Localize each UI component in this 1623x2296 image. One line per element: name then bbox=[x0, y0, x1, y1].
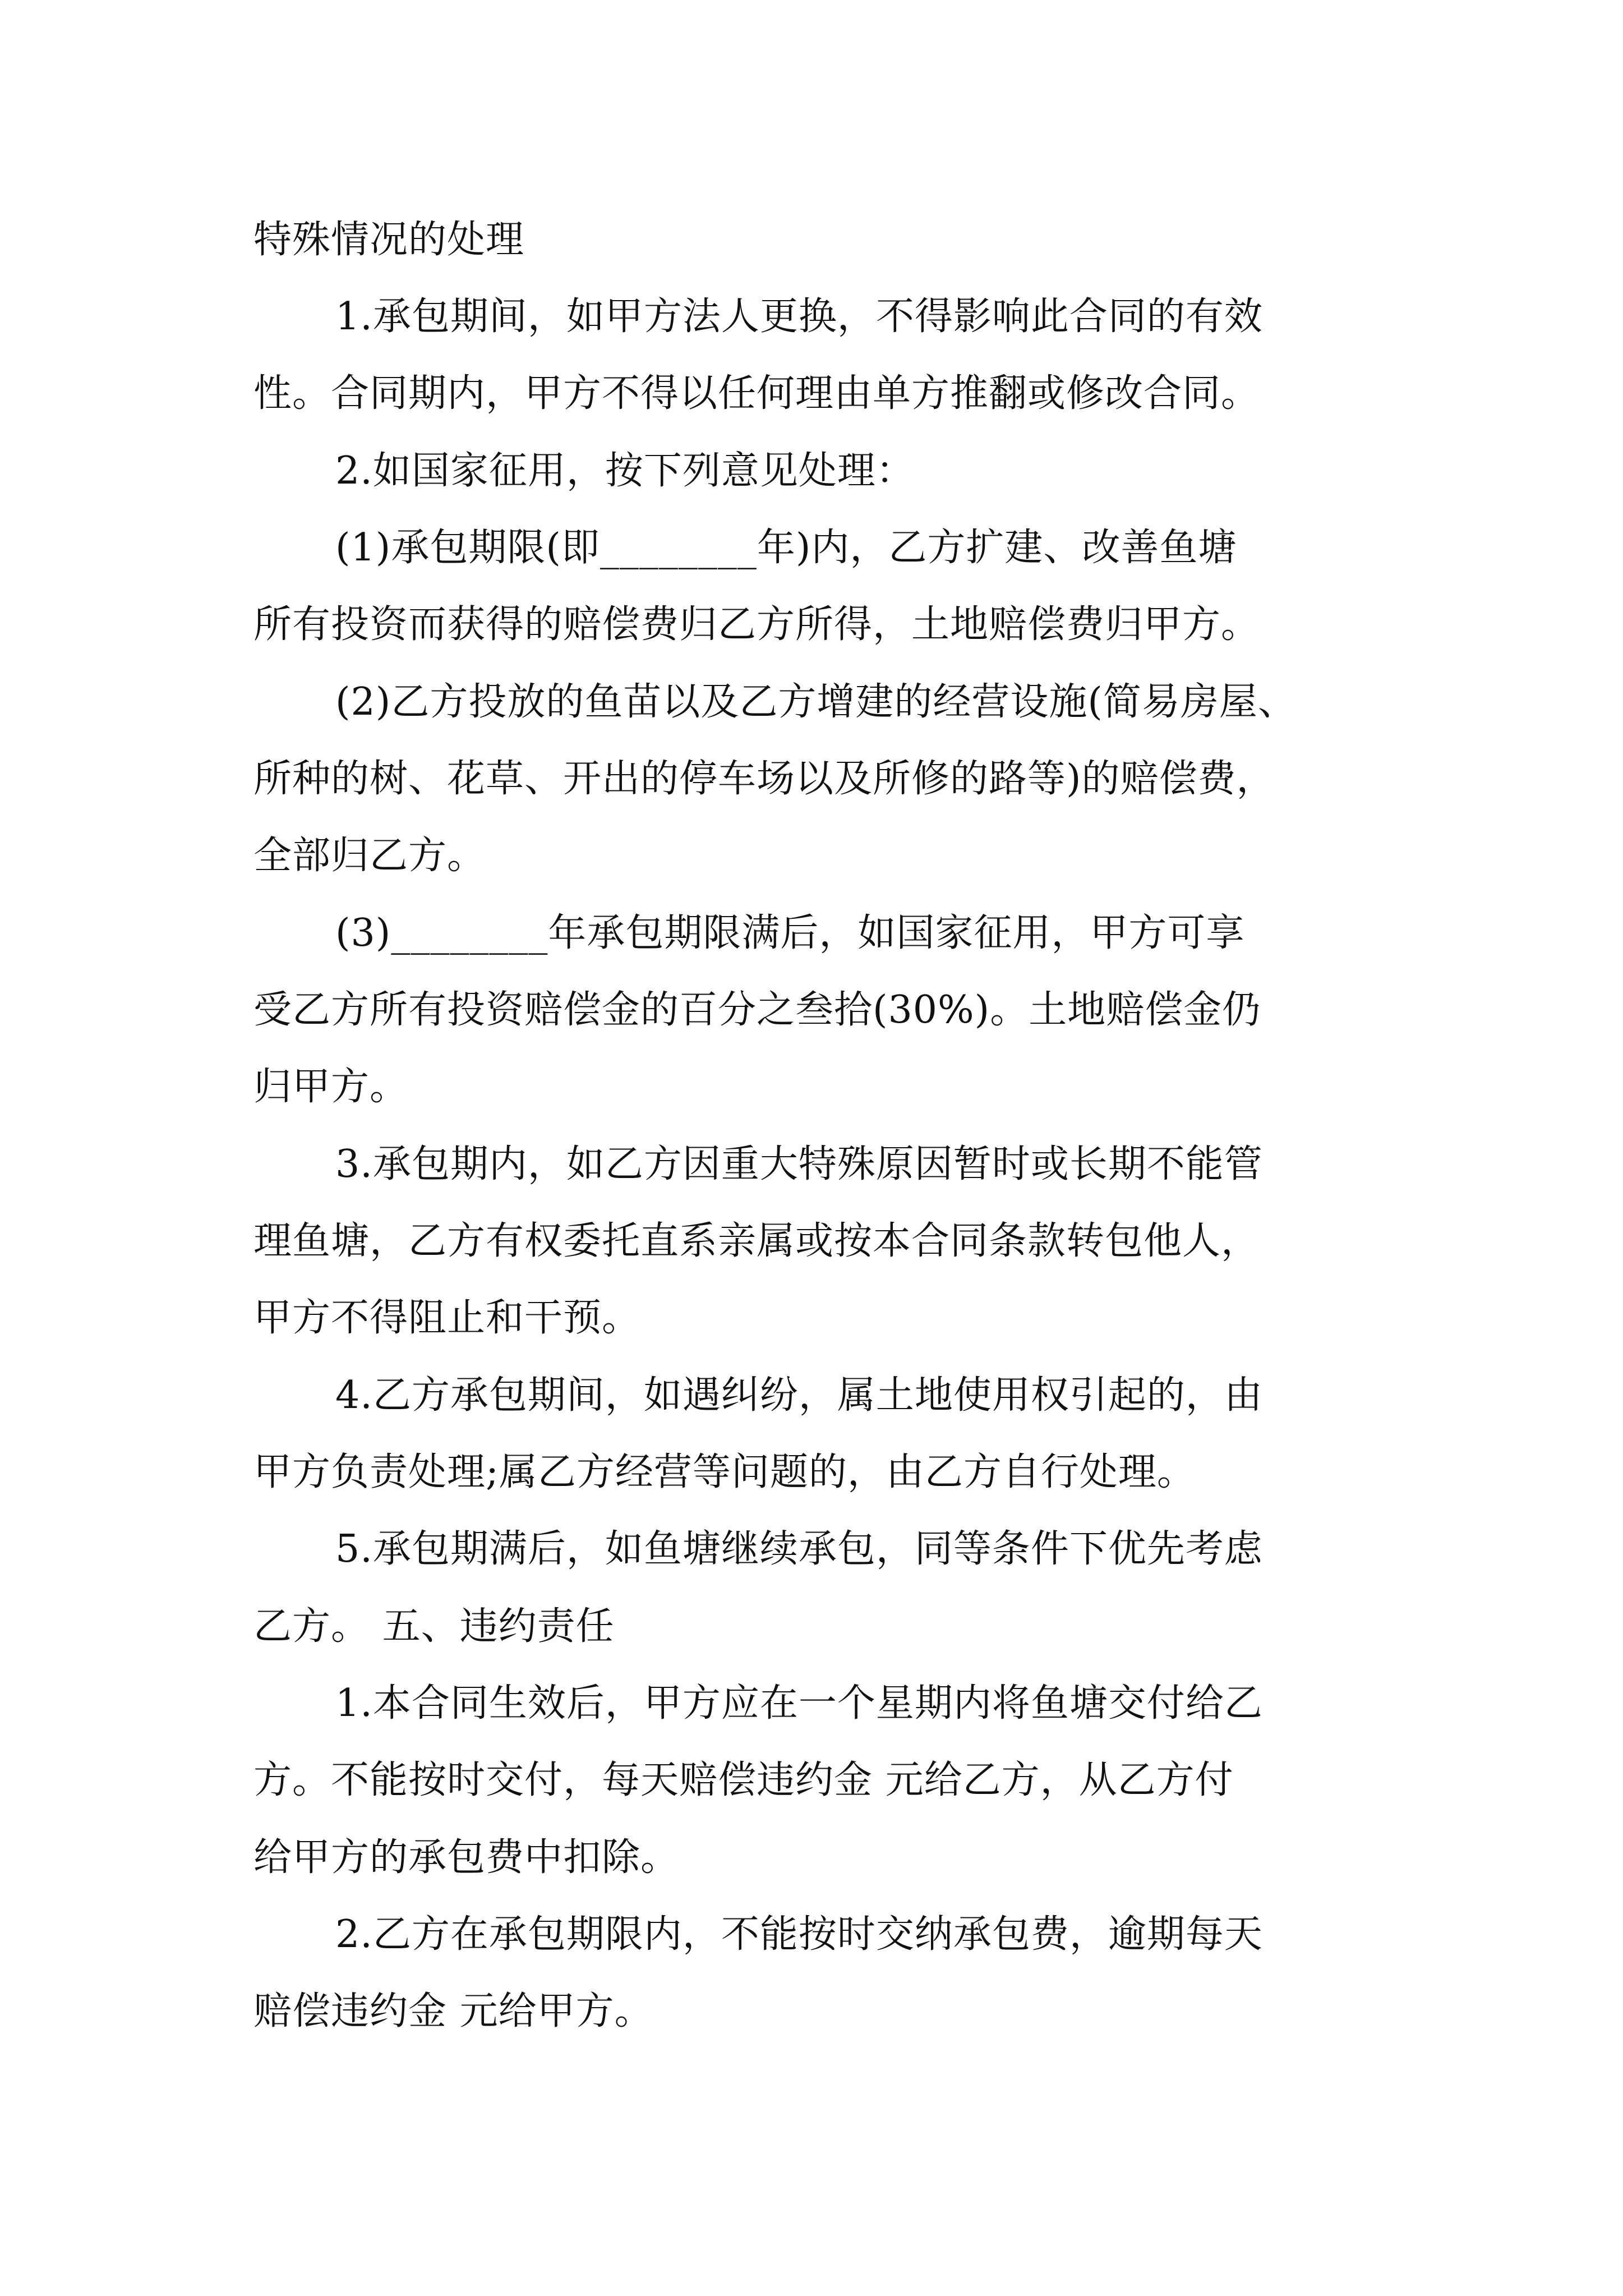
paragraph-line: 理鱼塘，乙方有权委托直系亲属或按本合同条款转包他人， bbox=[253, 1219, 1260, 1263]
paragraph-line: 所有投资而获得的赔偿费归乙方所得，土地赔偿费归甲方。 bbox=[253, 602, 1260, 647]
paragraph-line: (1)承包期限(即________年)内，乙方扩建、改善鱼塘 bbox=[335, 526, 1237, 570]
paragraph-line: 性。合同期内，甲方不得以任何理由单方推翻或修改合同。 bbox=[253, 371, 1260, 416]
paragraph-line: 1.承包期间，如甲方法人更换，不得影响此合同的有效 bbox=[335, 295, 1263, 339]
paragraph-line: 乙方。 五、违约责任 bbox=[253, 1604, 615, 1649]
paragraph-line: 2.乙方在承包期限内，不能按时交纳承包费，逾期每天 bbox=[335, 1912, 1263, 1957]
paragraph-line: 1.本合同生效后，甲方应在一个星期内将鱼塘交付给乙 bbox=[335, 1681, 1263, 1726]
paragraph-line: 所种的树、花草、开出的停车场以及所修的路等)的赔偿费， bbox=[253, 757, 1275, 801]
paragraph-line: 甲方不得阻止和干预。 bbox=[253, 1296, 641, 1340]
paragraph-line: 受乙方所有投资赔偿金的百分之叁拾(30%)。土地赔偿金仍 bbox=[253, 988, 1261, 1032]
paragraph-line: 3.承包期内，如乙方因重大特殊原因暂时或长期不能管 bbox=[335, 1142, 1263, 1186]
paragraph-line: 甲方负责处理;属乙方经营等问题的，由乙方自行处理。 bbox=[253, 1450, 1196, 1494]
paragraph-line: 给甲方的承包费中扣除。 bbox=[253, 1835, 680, 1880]
paragraph-line: (3)________年承包期限满后，如国家征用，甲方可享 bbox=[335, 911, 1245, 955]
paragraph-line: 全部归乙方。 bbox=[253, 834, 486, 878]
paragraph-line: 5.承包期满后，如鱼塘继续承包，同等条件下优先考虑 bbox=[335, 1527, 1263, 1571]
paragraph-line: 2.如国家征用，按下列意见处理： bbox=[335, 449, 915, 493]
paragraph-line: 方。不能按时交付，每天赔偿违约金 元给乙方，从乙方付 bbox=[253, 1758, 1234, 1802]
paragraph-line: 赔偿违约金 元给甲方。 bbox=[253, 1989, 653, 2033]
paragraph-line: 归甲方。 bbox=[253, 1065, 409, 1109]
section-heading: 特殊情况的处理 bbox=[253, 218, 525, 262]
paragraph-line: (2)乙方投放的鱼苗以及乙方增建的经营设施(简易房屋、 bbox=[335, 680, 1297, 724]
paragraph-line: 4.乙方承包期间，如遇纠纷，属土地使用权引起的，由 bbox=[335, 1373, 1263, 1418]
